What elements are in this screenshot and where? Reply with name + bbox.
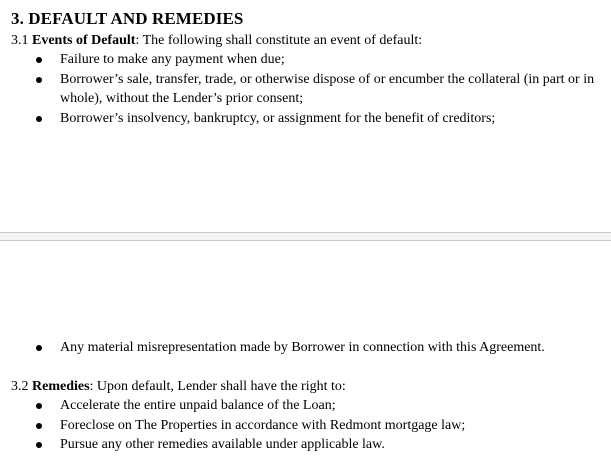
list-item [0, 109, 611, 129]
bullet-icon [36, 403, 42, 409]
list-item [0, 70, 611, 109]
list-item-text: Failure to make any payment when due; [60, 52, 285, 67]
bullet-icon [36, 345, 42, 351]
document-page-bottom [0, 241, 611, 456]
bullet-icon [36, 423, 42, 429]
clause-intro: : The following shall constitute an event of default: [135, 33, 423, 48]
bullet-icon [36, 116, 42, 122]
clause-intro: : Upon default, Lender shall have the right to: [89, 379, 346, 394]
events-of-default-list-continued [0, 338, 611, 358]
bullet-icon [36, 442, 42, 448]
list-item-text: Pursue any other remedies available under applicable law. [60, 437, 385, 452]
list-item-text: Accelerate the entire unpaid balance of the Loan; [60, 398, 336, 413]
list-item-text: Foreclose on The Properties in accordance with Redmont mortgage law; [60, 417, 466, 433]
clause-term: Events of Default [32, 33, 136, 48]
list-item [0, 396, 611, 416]
list-item [0, 416, 611, 436]
list-item [0, 435, 611, 455]
list-item [0, 50, 611, 70]
list-item-text: Any material misrepresentation made by Borrower in connection with this Agreement. [60, 340, 545, 355]
bullet-icon [36, 77, 42, 83]
list-item-text: Borrower’s insolvency, bankruptcy, or assignment for the benefit of creditors; [60, 110, 496, 126]
clause-number: 3.1 [11, 33, 29, 48]
events-of-default-list [0, 50, 611, 128]
page-break [0, 232, 611, 241]
clause-number: 3.2 [11, 379, 29, 394]
section-heading: 3. DEFAULT AND REMEDIES [11, 9, 244, 28]
clause-term: Remedies [32, 379, 90, 394]
events-of-default-clause [11, 31, 422, 50]
bullet-icon [36, 57, 42, 63]
list-item-text: Borrower’s sale, transfer, trade, or otherwise dispose of or encumber the collateral (in part or in whole), without the Lender’s prior consent; [60, 71, 595, 106]
list-item [0, 338, 611, 358]
remedies-list [0, 396, 611, 455]
remedies-clause [11, 377, 346, 396]
